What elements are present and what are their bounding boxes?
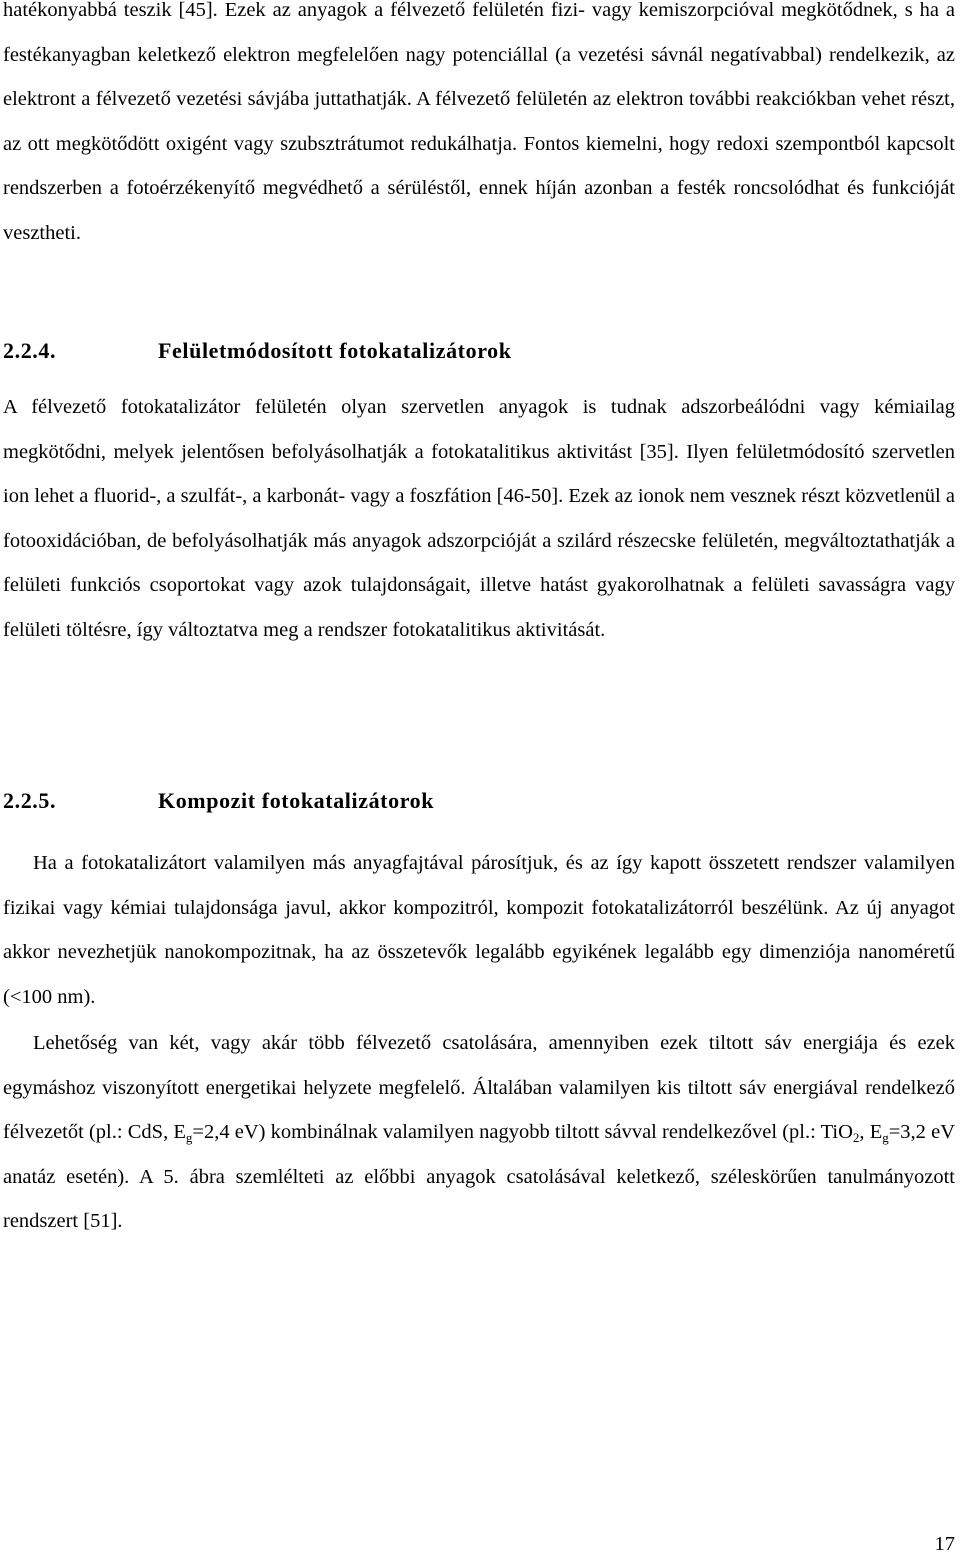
subscript: g: [185, 1130, 193, 1145]
page-number: 17: [934, 1533, 955, 1555]
text-segment: Lehetőség van két, vagy akár több félvezető csatolására, amennyiben ezek tiltott sáv energiája és ezek egymáshoz viszonyított energetikai helyzete megfelelő. Általában valamilyen kis tiltott sáv energiával rendelkező félvezetőt (pl.: CdS, E: [3, 1032, 955, 1143]
section-number: 2.2.5.: [3, 788, 57, 813]
paragraph-semiconductor-coupling: [3, 1021, 955, 1244]
paragraph-sensitizer: hatékonyabbá teszik [45]. Ezek az anyagok a félvezető felületén fizi- vagy kemiszorpcióval megkötődnek, s ha a festékanyagban keletkező elektron megfelelően nagy potenciállal (a vezetési sávnál negatívabbal) rendelkezik, az elektront a félvezető vezetési sávjába juttathatják. A félvezető felületén az elektron további reakciókban vehet részt, az ott megkötődött oxigént vagy szubsztrátumot redukálhatja. Fontos kiemelni, hogy redoxi szempontból kapcsolt rendszerben a fotoérzékenyítő megvédhető a sérüléstől, ennek híján azonban a festék roncsolódhat és funkcióját vesztheti.: [3, 0, 955, 244]
section-number: 2.2.4.: [3, 338, 57, 363]
text-segment: =3,2 eV anatáz esetén). A 5. ábra szemlélteti az előbbi anyagok csatolásával keletkező, széleskörűen tanulmányozott rendszert [51].: [3, 1121, 955, 1232]
text-segment: , E: [859, 1121, 883, 1143]
section-heading-2-2-5: [3, 788, 434, 814]
subscript: 2: [852, 1130, 860, 1145]
section-title: Felületmódosított fotokatalizátorok: [158, 338, 512, 363]
section-title: Kompozit fotokatalizátorok: [158, 788, 435, 813]
text-segment: =2,4 eV) kombinálnak valamilyen nagyobb tiltott sávval rendelkezővel (pl.: TiO: [192, 1121, 853, 1143]
paragraph-surface-modified: A félvezető fotokatalizátor felületén olyan szervetlen anyagok is tudnak adszorbeálódni vagy kémiailag megkötődni, melyek jelentősen befolyásolhatják a fotokatalitikus aktivitást [35]. Ilyen felületmódosító szervetlen ion lehet a fluorid-, a szulfát-, a karbonát- vagy a foszfátion [46-50]. Ezek az ionok nem vesznek részt közvetlenül a fotooxidációban, de befolyásolhatják más anyagok adszorpcióját a szilárd részecske felületén, megváltoztathatják a felületi funkciós csoportokat vagy azok tulajdonságait, illetve hatást gyakorolhatnak a felületi savasságra vagy felületi töltésre, így változtatva meg a rendszer fotokatalitikus aktivitását.: [3, 396, 955, 641]
subscript: g: [882, 1130, 889, 1145]
section-heading-2-2-4: [3, 338, 512, 364]
paragraph-composite-intro: Ha a fotokatalizátort valamilyen más anyagfajtával párosítjuk, és az így kapott összetett rendszer valamilyen fizikai vagy kémiai tulajdonsága javul, akkor kompozitról, kompozit fotokatalizátorról beszélünk. Az új anyagot akkor nevezhetjük nanokompozitnak, ha az összetevők legalább egyikének legalább egy dimenziója nanoméretű (<100 nm).: [3, 852, 955, 1008]
